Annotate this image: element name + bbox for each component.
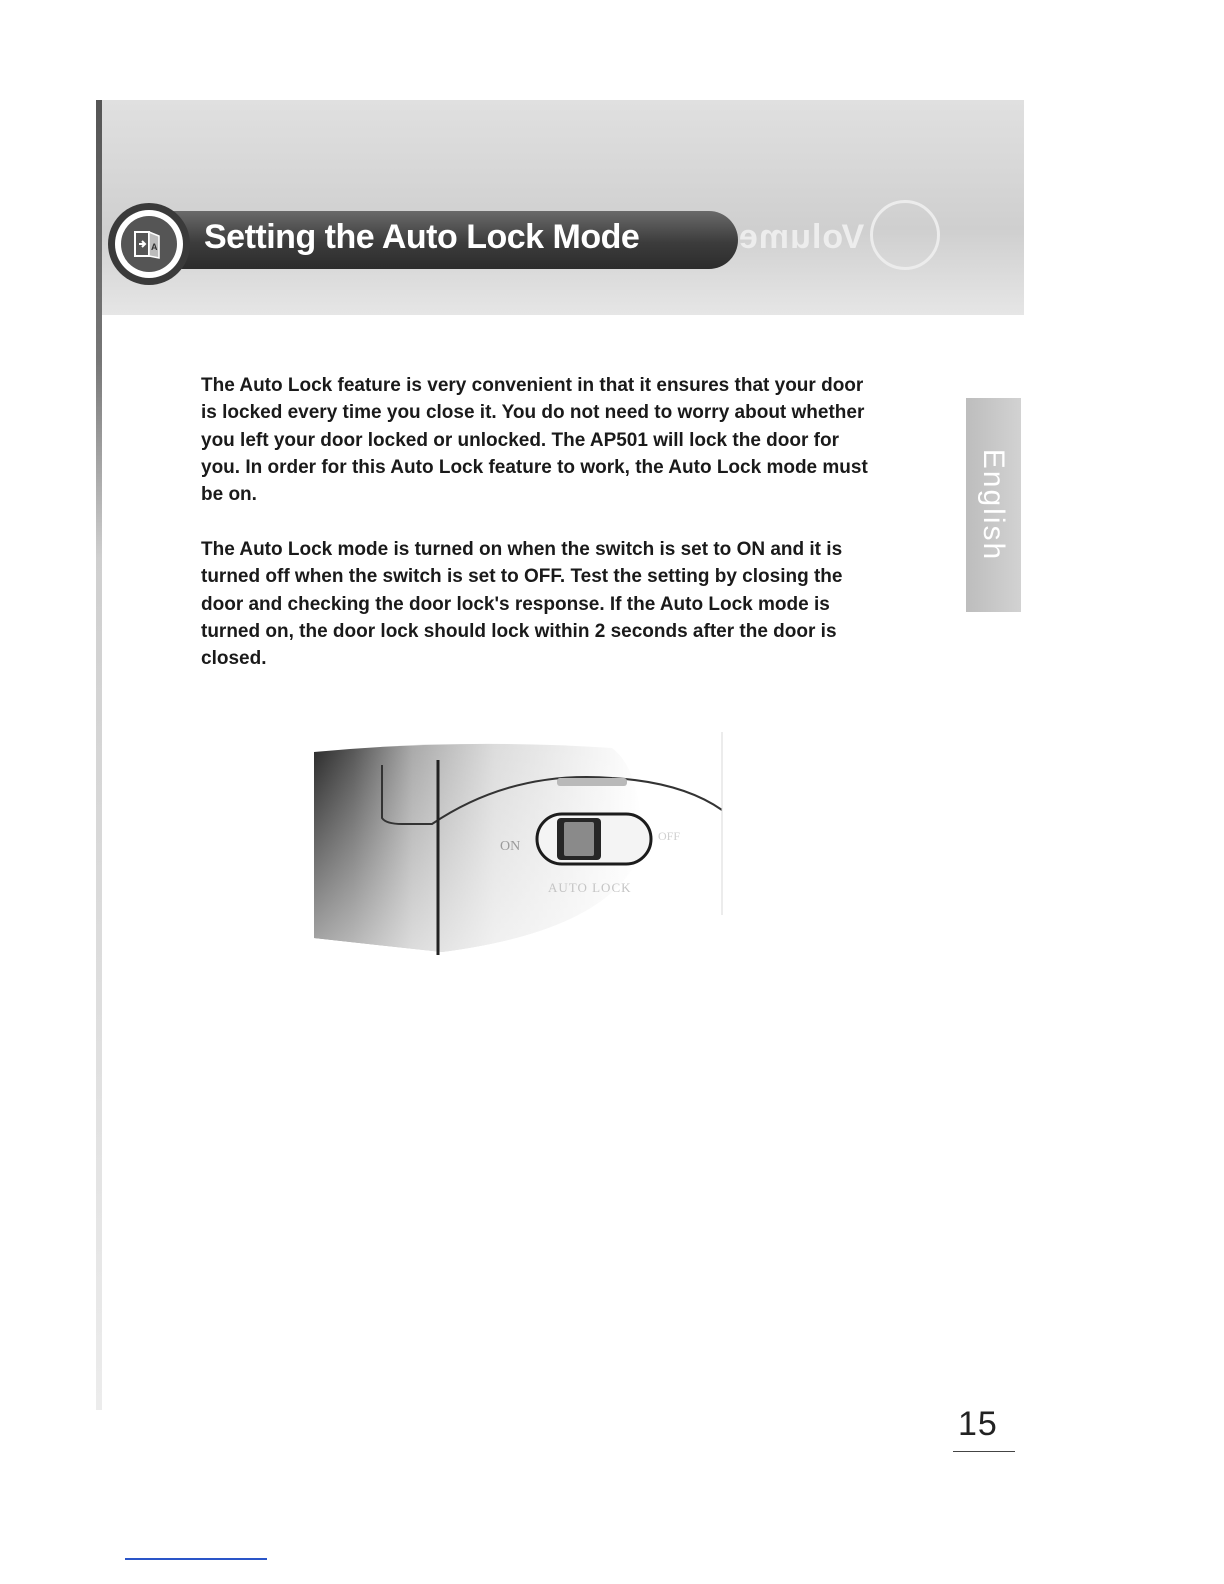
- ghost-circle: [870, 200, 940, 270]
- page-number-rule: [953, 1451, 1015, 1452]
- switch-caption: AUTO LOCK: [548, 880, 632, 895]
- language-tab-label: English: [977, 448, 1011, 562]
- footer-rule: [125, 1558, 267, 1560]
- switch-off-label: OFF: [658, 829, 681, 843]
- svg-text:A: A: [151, 242, 158, 252]
- section-badge: [108, 203, 190, 285]
- ghost-text: Volume: [738, 218, 865, 256]
- auto-lock-switch-photo: [312, 730, 732, 960]
- page-number: 15: [958, 1405, 998, 1443]
- page-title: Setting the Auto Lock Mode: [204, 218, 640, 256]
- language-tab: [966, 398, 1021, 612]
- door-auto-lock-icon: [131, 226, 167, 262]
- intro-paragraph: The Auto Lock feature is very convenient in that it ensures that your door is locked every time you close it. You do not need to worry about whether you left your door locked or unlocked. The AP501 will lock the door for you. In order for this Auto Lock feature to work, the Auto Lock mode must be on.: [201, 375, 868, 506]
- switch-on-label: ON: [500, 839, 521, 854]
- instruction-paragraph: The Auto Lock mode is turned on when the switch is set to ON and it is turned off when the switch is set to OFF. Test the setting by closing the door and checking the door lock's response. If the Auto Lock mode is turned on, the door lock should lock within 2 seconds after the door is closed.: [201, 539, 843, 670]
